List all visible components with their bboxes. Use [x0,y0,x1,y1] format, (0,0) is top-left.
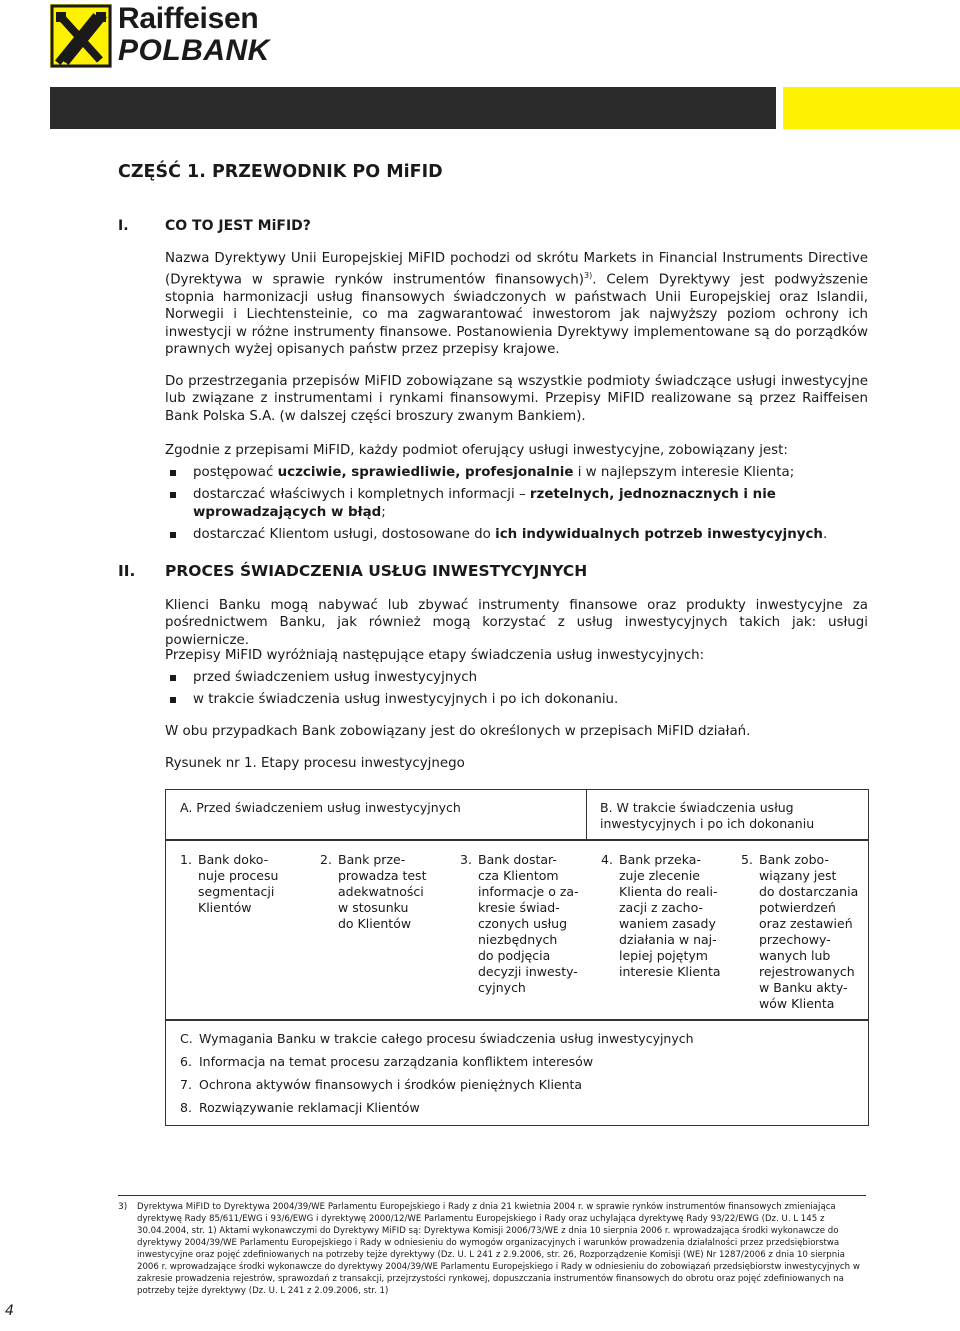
section-2-title: PROCES ŚWIADCZENIA USŁUG INWESTYCYJNYCH [165,562,588,580]
list-item: dostarczać Klientom usługi, dostosowane do ich indywidualnych potrzeb inwestycyjnych. [165,526,868,543]
step-text: Bank przeka- zuje zlecenie Klienta do reali- zacji z zacho- waniem zasady działania w naj- lepiej pojętym interesie Klienta [619,852,721,979]
diagram-phase-header [165,789,869,840]
list-item: przed świadczeniem usług inwestycyjnych [165,669,868,686]
part-heading: CZĘŚĆ 1. PRZEWODNIK PO MiFID [118,162,443,182]
brand-line-1: Raiffeisen [118,2,259,35]
step-number: 3. [460,852,472,867]
brand-line-2: POLBANK [118,34,270,67]
step-text: Bank prze- prowadza test adekwatności w stosunku do Klientów [338,852,427,931]
section-1-bullet-list [165,464,868,548]
para1-part-a: Nazwa Dyrektywy Unii Europejskiej MiFID pochodzi od skrótu Markets in Financial Instruments Directive (Dyrektywa w sprawie rynków instrumentów finansowych) [165,251,868,288]
step-text: Bank dostar- cza Klientom informacje o za- kresie świad- czonych usług niezbędnych do podjęcia decyzji inwesty- cyjnych [478,852,579,995]
figure-caption: Rysunek nr 1. Etapy procesu inwestycyjnego [165,756,465,771]
section-1-paragraph-3: Zgodnie z przepisami MiFID, każdy podmiot oferujący usługi inwestycyjne, zobowiązany jest: [165,443,788,458]
section-1-paragraph-2: Do przestrzegania przepisów MiFID zobowiązane są wszystkie podmioty świadczące usługi inwestycyjne lub związane z instrumentami i rynkami finansowymi. Przepisy MiFID realizowane są przez Raiffeisen Bank Polska S.A. (w dalszej części broszury zwanym Bankiem). [165,374,868,424]
step-number: 1. [180,852,192,867]
brand-name [118,4,270,66]
phase-b-label: B. W trakcie świadczenia usług inwestycyjnych i po ich dokonaniu [600,800,815,831]
diagram-requirements: C. Wymagania Banku w trakcie całego procesu świadczenia usług inwestycyjnych 6. Informacja na temat procesu zarządzania konfliktem interesów 7. Ochrona aktywów finansowych i środków pieniężnych Klienta 8. Rozwiązywanie reklamacji Klientów [165,1020,869,1126]
header-band-dark [50,87,776,129]
header-band-yellow [783,87,960,129]
section-2-paragraph-3: W obu przypadkach Bank zobowiązany jest do określonych w przepisach MiFID działań. [165,724,751,739]
section-2-number: II. [118,562,136,580]
section-1-number: I. [118,218,129,234]
footnote-ref: 3) [584,271,593,281]
crossed-gables-logo-icon [50,4,112,68]
phase-divider [586,790,587,839]
step-number: 5. [741,852,753,867]
list-item: w trakcie świadczenia usług inwestycyjnych i po ich dokonaniu. [165,691,868,708]
footnote-text: Dyrektywa MiFID to Dyrektywa 2004/39/WE Parlamentu Europejskiego i Rady z dnia 21 kwietnia 2004 r. w sprawie rynków instrumentów finansowych zmieniająca dyrektywę Rady 85/611/EWG i 93/6/EWG i dyrektywę 2000/12/WE Parlamentu Europejskiego i Rady oraz uchylająca dyrektywę Rady 93/22/EWG (Dz. U. L 145 z 30.04.2004, str. 1) Aktami wykonawczymi do Dyrektywy MiFID są: Dyrektywa Komisji 2006/73/WE z dnia 10 sierpnia 2006 r. wprowadzająca środki wykonawcze do dyrektywy 2004/39/WE Parlamentu Europejskiego i Rady w odniesieniu do wymogów organizacyjnych i warunków prowadzenia działalności przez przedsiębiorstwa inwestycyjne oraz pojęć zdefiniowanych na potrzeby tejże dyrektywy (Dz. U. L 241 z 2.9.2006, str. 26, Rozporządzenie Komisji (WE) Nr 1287/2006 z dnia 10 sierpnia 2006 r. wprowadzające środki wykonawcze do dyrektywy 2004/39/WE Parlamentu Europejskiego i Rady w odniesieniu do zobowiązań przedsiębiorstw inwestycyjnych w zakresie prowadzenia rejestrów, sprawozdań z transakcji, przejrzystości rynkowej, dopuszczania instrumentów finansowych do obrotu oraz pojęć zdefiniowanych na potrzeby tejże dyrektywy (Dz. U. L 241 z 2.09.2006, str. 1) [137,1202,860,1296]
step-number: 4. [601,852,613,867]
para1-part-b: . Celem Dyrektywy jest podwyższenie stopnia harmonizacji usług finansowych świadczonych w państwach Unii Europejskiej oraz Islandii, Norwegii i Liechtensteinie, co ma zagwarantować inwestorom jak najwyższy poziom ochrony ich inwestycji w różne instrumenty finansowe. Postanowienia Dyrektywy implementowane są do porządków prawnych wyżej opisanych państw przez przepisy krajowe. [165,272,868,357]
step-text: Bank doko- nuje procesu segmentacji Klientów [198,852,279,915]
section-2-paragraph-1: Klienci Banku mogą nabywać lub zbywać instrumenty finansowe oraz produkty inwestycyjne za pośrednictwem Banku, jak również mogą korzystać z usług inwestycyjnych takich jak: usługi powiernicze. [165,598,868,648]
section-2-paragraph-2: Przepisy MiFID wyróżniają następujące etapy świadczenia usług inwestycyjnych: [165,648,705,663]
raiffeisen-polbank-logo [50,4,290,70]
footnote-number: 3) [118,1202,128,1212]
phase-a-label: A. Przed świadczeniem usług inwestycyjnych [180,800,461,815]
step-number: 2. [320,852,332,867]
section-1-title: CO TO JEST MiFID? [165,218,311,234]
page-number: 4 [5,1303,14,1319]
list-item: dostarczać właściwych i kompletnych informacji – rzetelnych, jednoznacznych i nie wprowadzających w błąd; [165,486,868,521]
diagram-steps [165,840,869,1020]
section-2-bullet-list [165,669,868,714]
step-text: Bank zobo- wiązany jest do dostarczania potwierdzeń oraz zestawień przechowy- wanych lub rejestrowanych w Banku akty- wów Klienta [759,852,859,1011]
list-item: postępować uczciwie, sprawiedliwie, profesjonalnie i w najlepszym interesie Klienta; [165,464,868,481]
footnote-rule [118,1195,866,1196]
section-1-paragraph-1 [165,250,868,358]
